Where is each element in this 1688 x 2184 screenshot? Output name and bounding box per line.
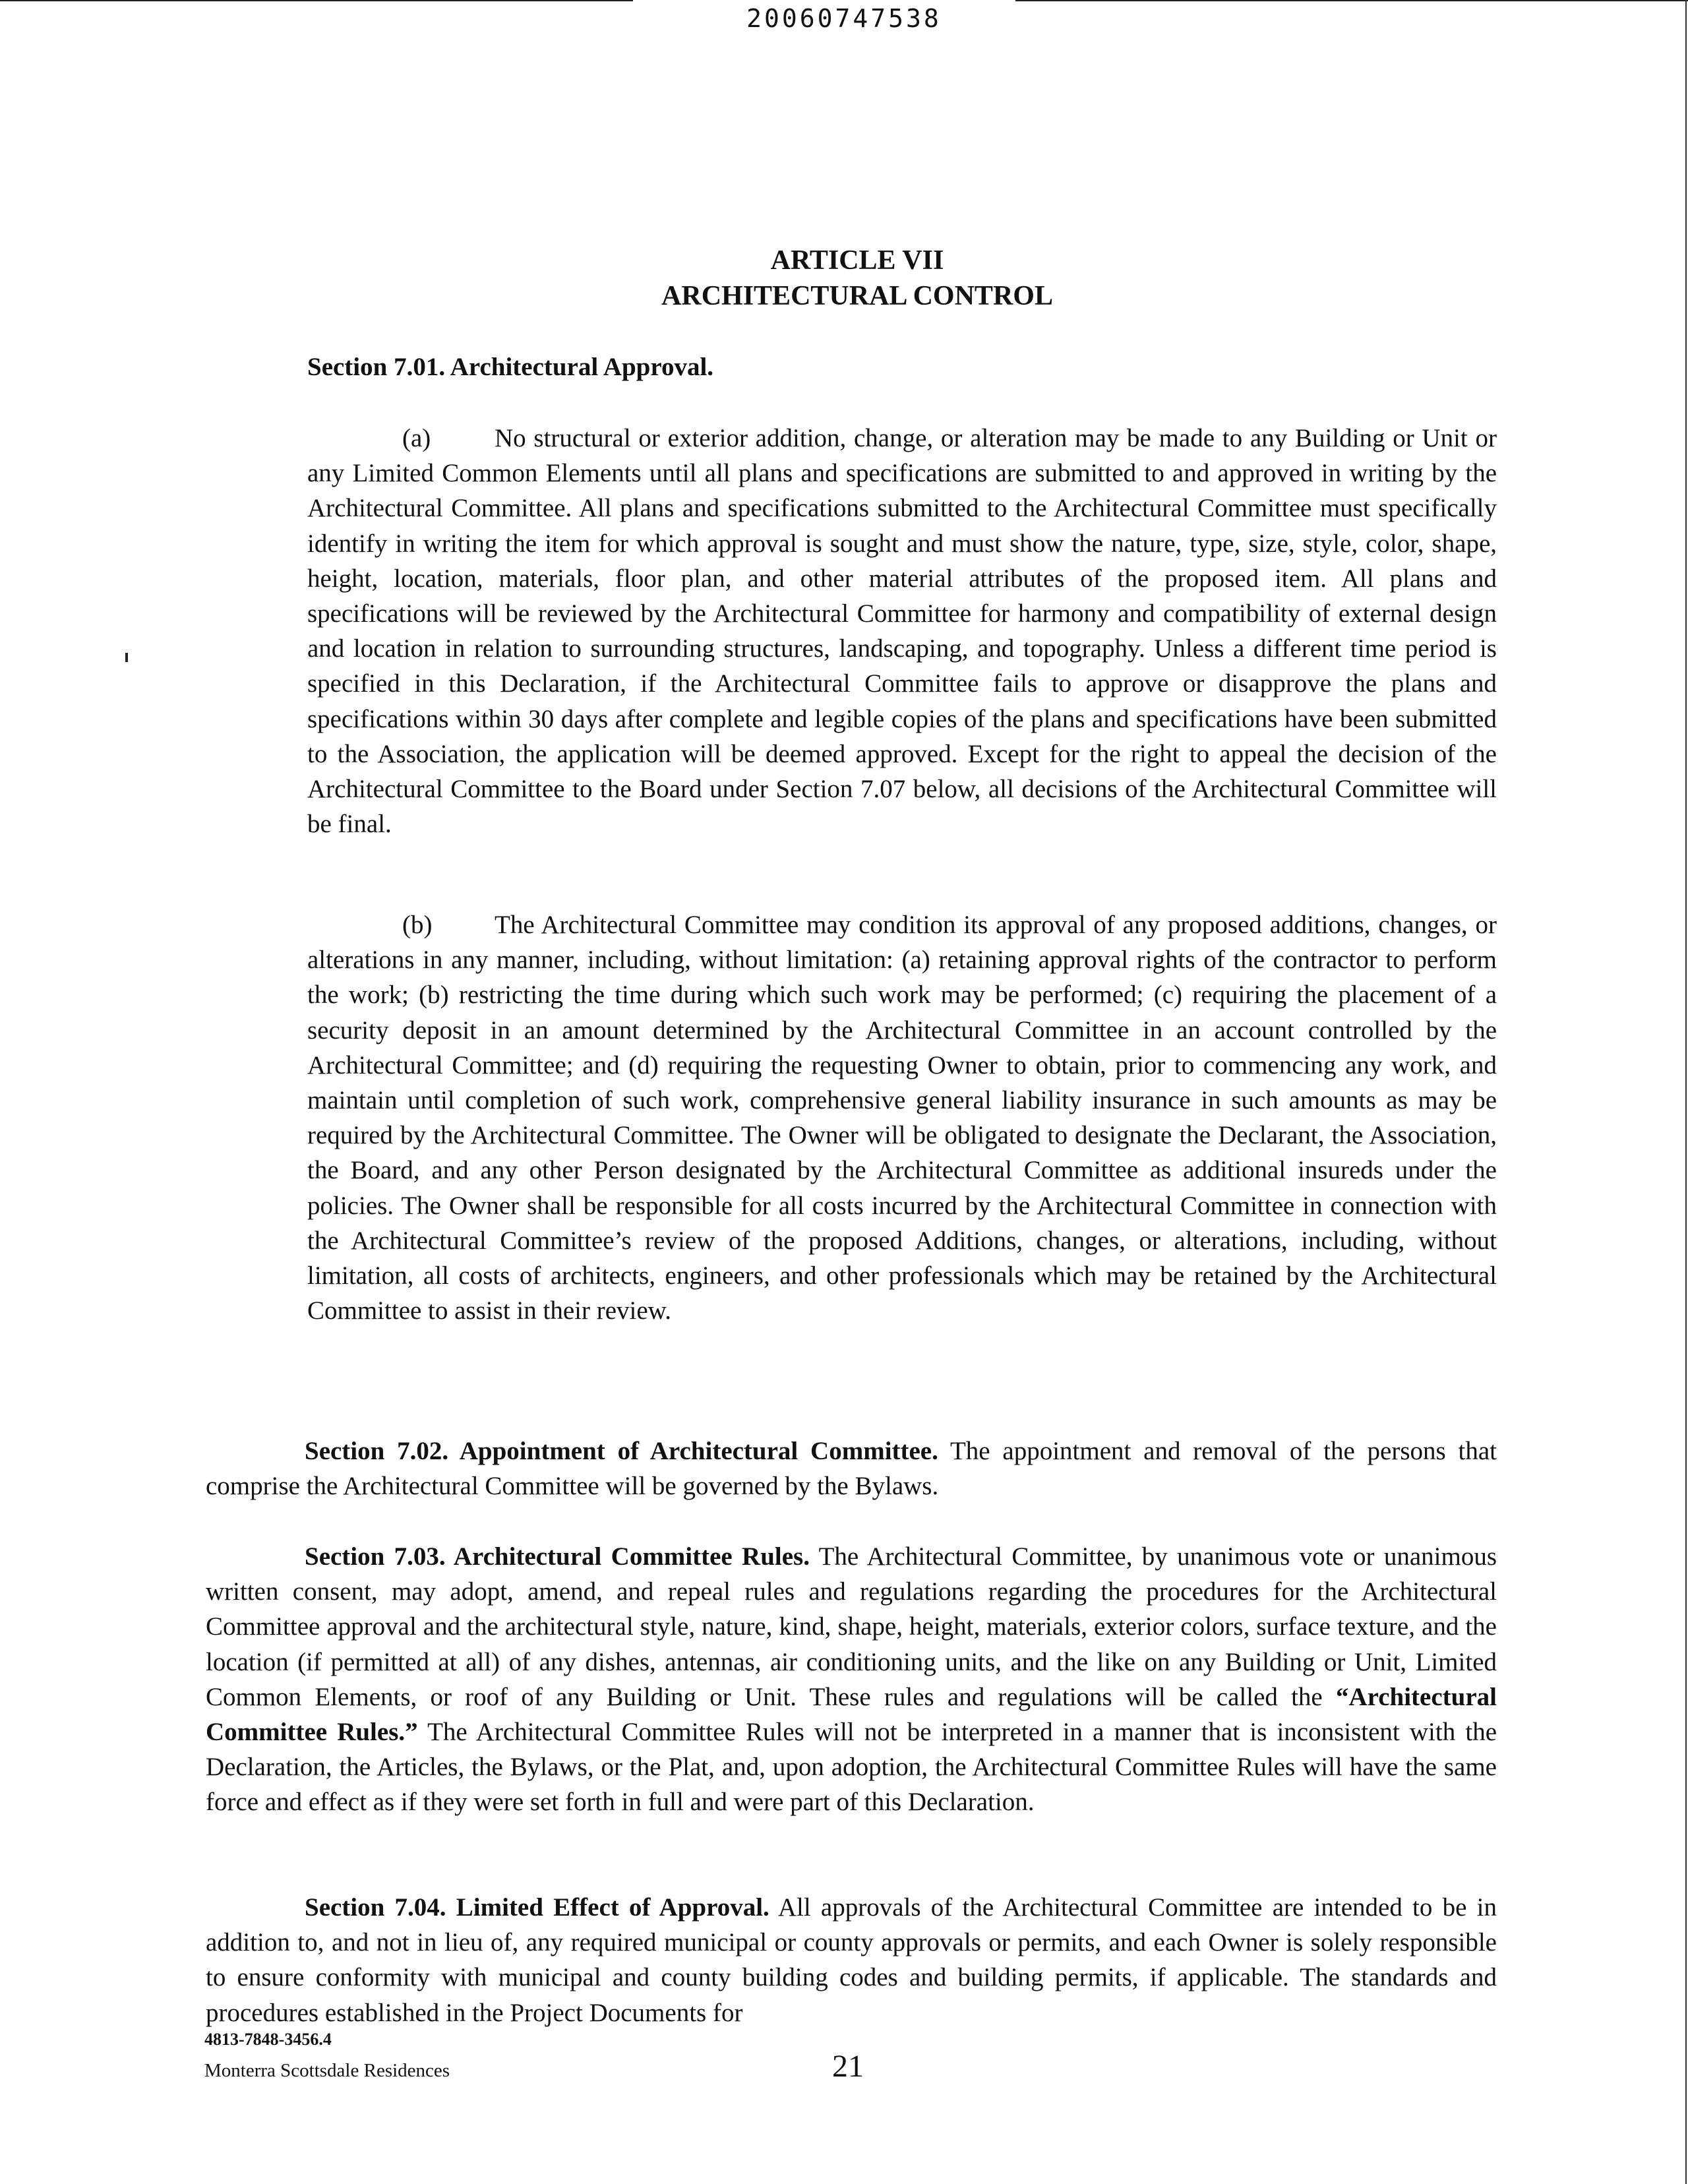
section-7-02-text: The appointment and removal of the persons that comprise the Architectural Committee will be governed by the Bylaws. (206, 1437, 1497, 1501)
section-7-03-text-2: The Architectural Committee Rules will not be interpreted in a manner that is inconsistent with the Declaration, the Articles, the Bylaws, or the Plat, and, upon adoption, the Architectural Committee Rules will have the same force and effect as if they were set forth in full and were part of this Declaration. (206, 1718, 1497, 1817)
margin-mark (125, 653, 128, 662)
section-7-04 (206, 1890, 1497, 2030)
section-7-03-title: Section 7.03. Architectural Committee Rules. (305, 1542, 810, 1571)
recording-number: 20060747538 (746, 4, 942, 33)
section-7-01-title: Section 7.01. Architectural Approval. (307, 353, 714, 381)
top-rule-right (1015, 0, 1688, 1)
paragraph-b-label: (b) (402, 911, 433, 939)
footer-document-id: 4813-7848-3456.4 (204, 2030, 332, 2049)
section-7-04-title: Section 7.04. Limited Effect of Approval. (305, 1893, 769, 1922)
article-title: ARCHITECTURAL CONTROL (661, 281, 1053, 311)
section-7-01-paragraph-b (307, 907, 1497, 1328)
section-7-03-text-1: The Architectural Committee, by unanimous vote or unanimous written consent, may adopt, amend, and repeal rules and regulations regarding the procedures for the Architectural Committee approval and the architectural style, nature, kind, shape, height, materials, exterior colors, surface texture, and the location (if permitted at all) of any dishes, antennas, air conditioning units, and the like on any Building or Unit, Limited Common Elements, or roof of any Building or Unit. These rules and regulations will be called the (206, 1542, 1497, 1711)
paragraph-a-label: (a) (402, 424, 431, 452)
footer-project-name: Monterra Scottsdale Residences (204, 2060, 450, 2081)
section-7-02-title: Section 7.02. Appointment of Architectural Committee. (305, 1437, 938, 1465)
section-7-04-text: All approvals of the Architectural Committee are intended to be in addition to, and not in lieu of, any required municipal or county approvals or permits, and each Owner is solely responsible to ensure conformity with municipal and county building codes and building permits, if applicable. The standards and procedures established in the Project Documents for (206, 1893, 1497, 2027)
article-heading (0, 243, 1688, 314)
section-7-03-defined-term: “Architectural Committee Rules.” (206, 1682, 1497, 1747)
section-7-01-paragraph-a (307, 421, 1497, 841)
page-number: 21 (832, 2049, 864, 2084)
section-7-02 (206, 1434, 1497, 1503)
paragraph-a-text: No structural or exterior addition, change, or alteration may be made to any Building or Unit or any Limited Common Elements until all plans and specifications are submitted to and approved in writing by the Architectural Committee. All plans and specifications submitted to the Architectural Committee must specifically identify in writing the item for which approval is sought and must show the nature, type, size, style, color, shape, height, location, materials, floor plan, and other material attributes of the proposed item. All plans and specifications will be reviewed by the Architectural Committee for harmony and compatibility of external design and location in relation to surrounding structures, landscaping, and topography. Unless a different time period is specified in this Declaration, if the Architectural Committee fails to approve or disapprove the plans and specifications within 30 days after complete and legible copies of the plans and specifications have been submitted to the Association, the application will be deemed approved. Except for the right to appeal the decision of the Architectural Committee to the Board under Section 7.07 below, all decisions of the Architectural Committee will be final. (307, 424, 1497, 839)
top-rule-left (0, 0, 633, 1)
scan-edge-line (1685, 0, 1687, 2184)
article-number: ARTICLE VII (770, 245, 944, 276)
paragraph-b-text: The Architectural Committee may condition its approval of any proposed additions, changes, or alterations in any manner, including, without limitation: (a) retaining approval rights of the contractor to perform the work; (b) restricting the time during which such work may be performed; (c) requiring the placement of a security deposit in an amount determined by the Architectural Committee in an account controlled by the Architectural Committee; and (d) requiring the requesting Owner to obtain, prior to commencing any work, and maintain until completion of such work, comprehensive general liability insurance in such amounts as may be required by the Architectural Committee. The Owner will be obligated to designate the Declarant, the Association, the Board, and any other Person designated by the Architectural Committee as additional insureds under the policies. The Owner shall be responsible for all costs incurred by the Architectural Committee in connection with the Architectural Committee’s review of the proposed Additions, changes, or alterations, including, without limitation, all costs of architects, engineers, and other professionals which may be retained by the Architectural Committee to assist in their review. (307, 911, 1497, 1325)
section-7-03 (206, 1539, 1497, 1820)
